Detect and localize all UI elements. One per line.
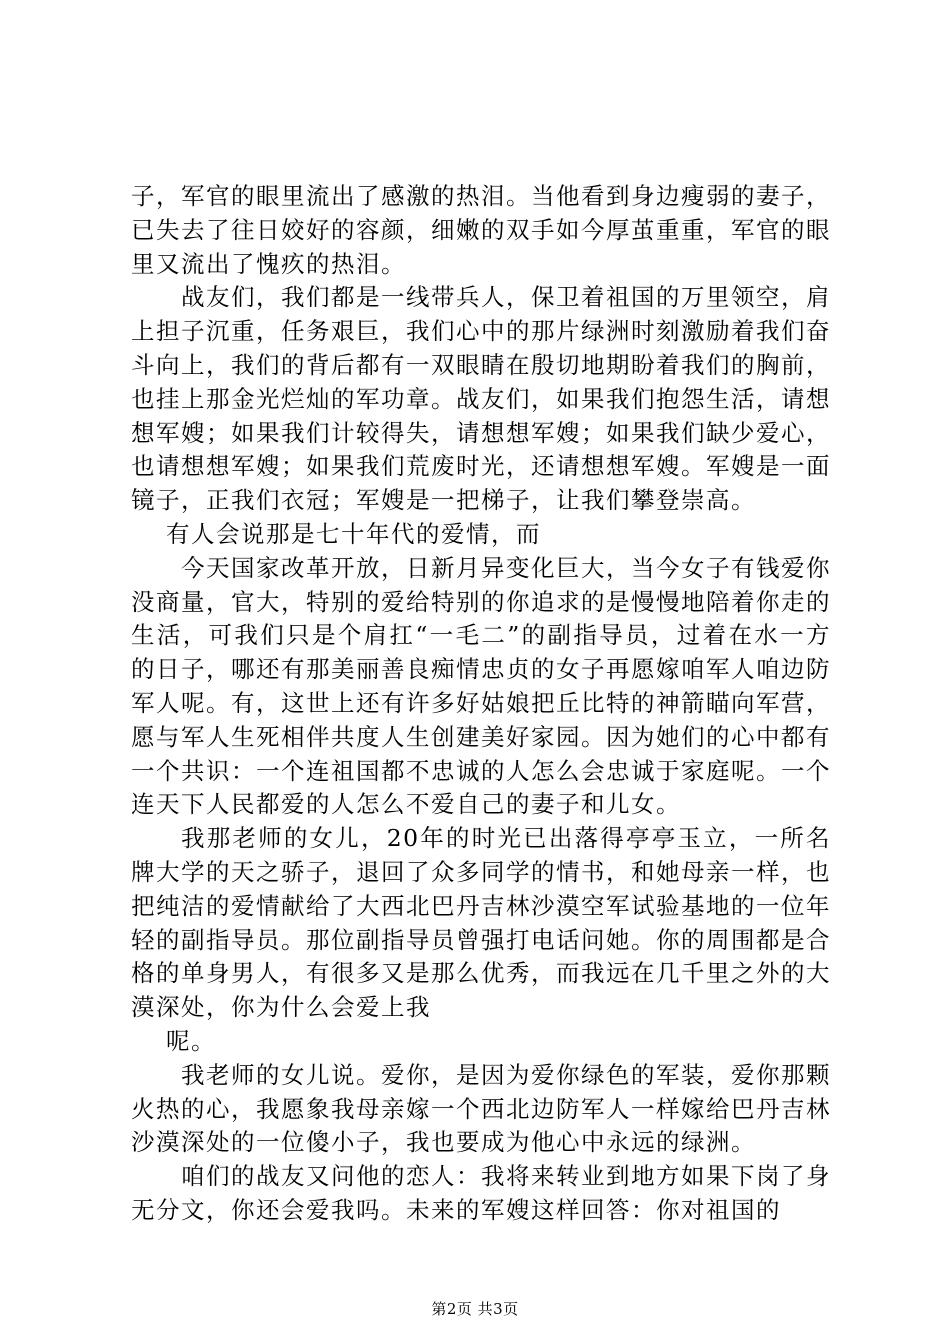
body-text xyxy=(131,180,831,1228)
paragraph-daughter-reply: 我老师的女儿说。爱你，是因为爱你绿色的军装，爱你那颗火热的心，我愿象我母亲嫁一个西北边防军人一样嫁给巴丹吉林沙漠深处的一位傻小子，我也要成为他心中永远的绿洲。 xyxy=(131,1060,831,1157)
paragraph-today: 今天国家改革开放，日新月异变化巨大，当今女子有钱爱你没商量，官大，特别的爱给特别的你追求的是慢慢地陪着你走的生活，可我们只是个肩扛“一毛二”的副指导员，过着在水一方的日子，哪还有那美丽善良痴情忠贞的女子再愿嫁咱军人咱边防军人呢。有，这世上还有许多好姑娘把丘比特的神箭瞄向军营，愿与军人生死相伴共度人生创建美好家园。因为她们的心中都有一个共识：一个连祖国都不忠诚的人怎么会忠诚于家庭呢。一个连天下人民都爱的人怎么不爱自己的妻子和儿女。 xyxy=(131,553,831,819)
paragraph-comrades: 战友们，我们都是一线带兵人，保卫着祖国的万里领空，肩上担子沉重，任务艰巨，我们心中的那片绿洲时刻激励着我们奋斗向上，我们的背后都有一双眼睛在殷切地期盼着我们的胸前，也挂上那金光烂灿的军功章。战友们，如果我们抱怨生活，请想想军嫂；如果我们计较得失，请想想军嫂；如果我们缺少爱心，也请想想军嫂；如果我们荒废时光，还请想想军嫂。军嫂是一面镜子，正我们衣冠；军嫂是一把梯子，让我们攀登崇高。 xyxy=(131,283,831,515)
paragraph-comrade-asks: 咱们的战友又问他的恋人：我将来转业到地方如果下岗了身无分文，你还会爱我吗。未来的军嫂这样回答：你对祖国的 xyxy=(131,1162,831,1224)
page-footer: 第2页 共3页 xyxy=(431,1300,519,1318)
paragraph-continuation: 子，军官的眼里流出了感激的热泪。当他看到身边瘦弱的妻子，已失去了往日姣好的容颜，细嫩的双手如今厚茧重重，军官的眼里又流出了愧疚的热泪。 xyxy=(131,182,831,278)
paragraph-ne: 呢。 xyxy=(166,1026,216,1055)
paragraph-teacher-daughter: 我那老师的女儿，20年的时光已出落得亭亭玉立，一所名牌大学的天之骄子，退回了众多同学的情书，和她母亲一样，也把纯洁的爱情献给了大西北巴丹吉林沙漠空军试验基地的一位年轻的副指导员。那位副指导员曾强打电话问她。你的周围都是合格的单身男人，有很多又是那么优秀，而我远在几千里之外的大漠深处，你为什么会爱上我 xyxy=(131,824,831,1022)
paragraph-seventies-love: 有人会说那是七十年代的爱情，而 xyxy=(166,519,541,548)
